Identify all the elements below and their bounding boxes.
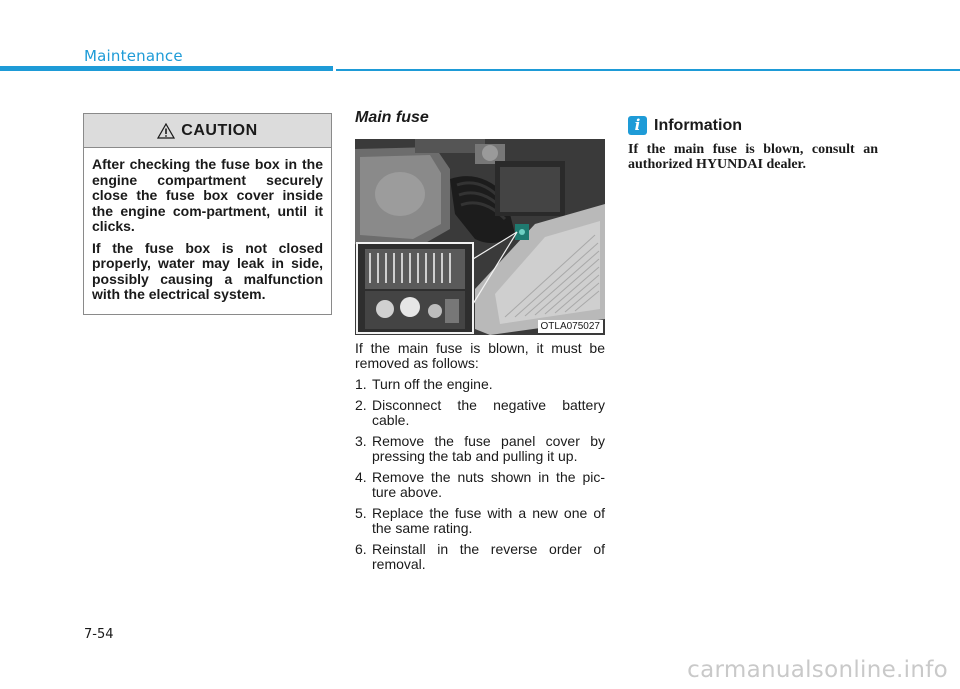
steps-list (355, 377, 605, 572)
image-code-label: OTLA075027 (538, 320, 604, 333)
step-text: Disconnect the negative battery cable. (372, 397, 605, 428)
information-text: If the main fuse is blown, consult an authorized HYUNDAI dealer. (628, 142, 878, 172)
header-rule-thin (336, 69, 960, 71)
section-header-title: Maintenance (84, 47, 183, 65)
engine-compartment-photo (355, 139, 605, 335)
caution-paragraph: After checking the fuse box in the engine compartment securely close the fuse box cover inside the engine com-partment, until it clicks. (92, 156, 323, 234)
step-number: 5. (355, 505, 367, 521)
warning-triangle-icon (157, 123, 175, 139)
step-number: 6. (355, 541, 367, 557)
main-fuse-intro: If the main fuse is blown, it must be removed as follows: (355, 340, 605, 371)
step-text: Remove the fuse panel cover by pressing the tab and pulling it up. (372, 433, 605, 464)
step-number: 2. (355, 397, 367, 413)
watermark: carmanualsonline.info (687, 657, 948, 683)
caution-body (84, 148, 331, 303)
caution-title: CAUTION (181, 121, 258, 139)
step-number: 1. (355, 376, 367, 392)
main-fuse-instructions (355, 341, 605, 578)
page-number: 7-54 (84, 627, 114, 642)
information-title: Information (654, 117, 742, 134)
step-text: Reinstall in the reverse order of removal. (372, 541, 605, 572)
step-text: Turn off the engine. (372, 376, 493, 392)
step-number: 3. (355, 433, 367, 449)
list-item (355, 506, 605, 536)
list-item (355, 470, 605, 500)
list-item (355, 542, 605, 572)
caution-box (83, 113, 332, 315)
caution-header (84, 114, 331, 148)
header-rule-thick (0, 66, 333, 71)
step-text: Remove the nuts shown in the pic-ture above. (372, 469, 605, 500)
caution-paragraph: If the fuse box is not closed properly, water may leak in side, possibly causing a malfunction with the electrical system. (92, 239, 323, 302)
main-fuse-title: Main fuse (355, 109, 429, 126)
step-number: 4. (355, 469, 367, 485)
list-item (355, 434, 605, 464)
information-icon: i (628, 116, 647, 135)
step-text: Replace the fuse with a new one of the same rating. (372, 505, 605, 536)
engine-illustration (355, 139, 605, 335)
list-item (355, 398, 605, 428)
list-item (355, 377, 605, 392)
